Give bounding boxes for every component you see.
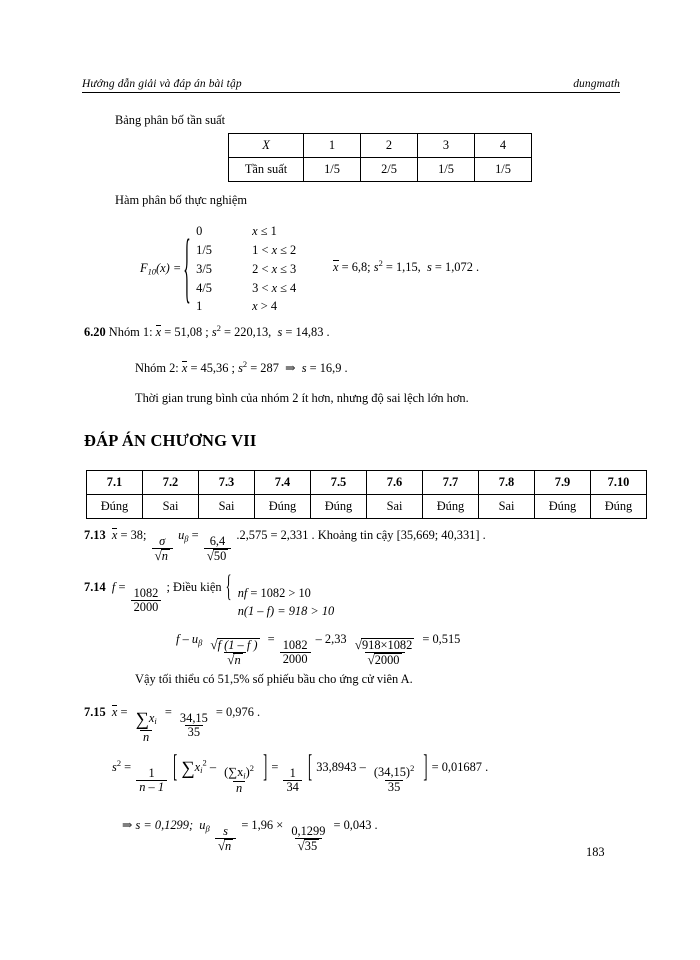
cond-var: x (252, 299, 258, 314)
minus-233: – 2,33 (315, 632, 347, 646)
implies-symbol: ⇒ (122, 818, 133, 832)
xi-symbol: x (148, 710, 155, 725)
sqrt-50-body: 50 (213, 549, 227, 564)
one-over-n-minus-1-fraction (136, 767, 167, 795)
piecewise-row (196, 241, 296, 260)
numerator-sqrt-918x1082: √918×1082 (354, 636, 413, 652)
confidence-interval-value: [35,669; 40,331] . (396, 528, 486, 542)
exercise-7-15-mean (84, 705, 260, 744)
sqrt-n-body: n (161, 549, 168, 564)
frequency-table (228, 133, 532, 182)
s-squared-value: = 1,15, (385, 260, 421, 275)
x-bar-symbol: x (155, 325, 162, 340)
s-squared-symbol: $s^2$ (238, 359, 248, 376)
denominator-n: n (233, 781, 245, 795)
answer-a-7-8: Sai (479, 495, 535, 519)
condition-brace: { (225, 568, 232, 604)
freq-row-label-tansuat: Tần suất (229, 158, 304, 182)
x-bar-symbol: x (111, 705, 118, 719)
answer-q-7-7: 7.7 (423, 471, 479, 495)
answer-q-7-6: 7.6 (367, 471, 423, 495)
condition-row-2: n(1 – f) = 918 > 10 (237, 603, 335, 618)
piecewise-function-F10 (140, 222, 296, 316)
square-exponent: 2 (116, 757, 122, 768)
s-symbol: s (301, 361, 307, 376)
square-exponent: 2 (202, 757, 207, 768)
cond-pre: 2 < (252, 261, 272, 276)
right-bracket: ] (423, 747, 428, 784)
s-squared-symbol: $s^2$ (373, 258, 383, 275)
x-bar-symbol: x (111, 528, 118, 542)
piecewise-value: 1/5 (196, 242, 213, 257)
denominator-sqrt-n: √n (215, 838, 236, 853)
piecewise-row (196, 222, 296, 241)
group1-label: Nhóm 1: (108, 325, 153, 340)
denominator-34: 34 (283, 780, 301, 794)
u-symbol: u (178, 528, 185, 542)
freq-cell-f2: 2/5 (361, 158, 418, 182)
f-numerator: 1082 (133, 585, 159, 600)
exercise-7-14-conclusion: Vậy tối thiểu có 51,5% số phiếu bầu cho ứng cử viên A. (135, 672, 413, 686)
denominator-sqrt-50: √50 (204, 548, 232, 563)
piecewise-rows (196, 222, 296, 316)
freq-cell-x2: 2 (361, 134, 418, 158)
answer-a-7-6: Sai (367, 495, 423, 519)
i-subscript: i (200, 765, 203, 776)
u-symbol: u (199, 818, 206, 832)
open-sum: (∑x (224, 765, 244, 780)
answer-a-7-9: Đúng (535, 495, 591, 519)
sqrt-35-body: 35 (304, 839, 318, 854)
group2-s2-value: = 287 (250, 361, 279, 376)
piecewise-value: 3/5 (196, 261, 213, 276)
equals-sign: = (191, 528, 199, 542)
chapter-heading: ĐÁP ÁN CHƯƠNG VII (84, 431, 257, 450)
exercise-7-13 (84, 528, 486, 563)
numerator-6-4: 6,4 (209, 533, 226, 548)
cond-pre: 1 < (252, 242, 272, 257)
sqrt-f1f-body: f (1 – f ) (217, 637, 258, 652)
answer-q-7-5: 7.5 (311, 471, 367, 495)
group2-s-value: = 16,9 . (309, 361, 348, 376)
group2-label: Nhóm 2: (135, 361, 179, 376)
xbar-equals-38: = 38; (120, 528, 147, 542)
exercise-number-6-20: 6.20 (84, 325, 106, 340)
s-symbol: s (277, 325, 283, 340)
sqrt-f1f-over-sqrt-n (207, 638, 262, 668)
equals-sign: = (124, 759, 132, 774)
answer-q-7-10: 7.10 (591, 471, 647, 495)
beta-subscript: β (198, 637, 203, 648)
condition-1-rest: = 1082 > 10 (247, 585, 311, 600)
numerator-34-15: 34,15 (179, 710, 208, 725)
left-bracket: [ (173, 747, 178, 784)
answer-a-7-4: Đúng (255, 495, 311, 519)
final-result: = 0,043 . (333, 818, 378, 832)
sum-xi-over-n-fraction (133, 710, 160, 744)
exercise-7-15-final (122, 818, 378, 853)
answer-q-7-9: 7.9 (535, 471, 591, 495)
equals-sign: = (271, 759, 279, 774)
numerator-1082: 1082 (282, 637, 308, 652)
cond-var: x (271, 261, 278, 276)
beta-subscript: β (205, 823, 210, 834)
header-title-right: dungmath (573, 78, 620, 90)
3415-over-35-fraction (177, 712, 211, 740)
x-bar-symbol: x (181, 361, 188, 376)
s-over-sqrt-n-fraction (215, 825, 236, 854)
u-beta-symbol (199, 818, 209, 832)
exercise-7-14-line1 (84, 568, 335, 621)
sqrt-product-over-sqrt-2000 (352, 638, 418, 668)
condition-row-1 (238, 585, 335, 603)
variance-result: = 0,01687 . (431, 759, 489, 774)
u-beta-symbol (178, 528, 188, 542)
group1-s2-value: = 220,13, (224, 325, 272, 340)
s-value: = 1,072 . (434, 260, 480, 275)
denominator-n: n (140, 730, 152, 744)
piecewise-condition (252, 279, 296, 298)
freq-cell-f1: 1/5 (304, 158, 361, 182)
1082-over-2000-fraction (280, 639, 311, 667)
right-bracket: ] (263, 747, 268, 784)
exercise-number-7-13: 7.13 (84, 528, 106, 542)
answer-q-7-3: 7.3 (199, 471, 255, 495)
multiply-2575-result: .2,575 = 2,331 . (236, 528, 315, 542)
sqrt-n-denominator: √n (152, 548, 173, 563)
cond-rest: ≤ 1 (257, 224, 277, 238)
f-fraction (131, 587, 162, 615)
xi-symbol: x (194, 759, 201, 774)
freq-table-caption: Bảng phân bố tần suất (115, 113, 226, 127)
64-over-sqrt-50-fraction (204, 535, 232, 564)
piecewise-condition (252, 222, 277, 241)
numerator-34-15-squared (371, 764, 417, 780)
exercise-number-7-15: 7.15 (84, 705, 106, 719)
page-number: 183 (586, 845, 605, 859)
x-bar-value: = 6,8; (341, 260, 371, 275)
piecewise-value: 4/5 (196, 280, 213, 295)
f-symbol: f (176, 632, 180, 646)
square-exponent: 2 (410, 763, 415, 774)
cond-var: x (271, 280, 278, 295)
exercise-6-20-conclusion: Thời gian trung bình của nhóm 2 ít hơn, nhưng độ sai lệch lớn hơn. (135, 391, 469, 405)
s-value: s = 0,1299; (135, 818, 194, 832)
group1-s-value: = 14,83 . (285, 325, 330, 340)
nf-symbol: nf (237, 585, 248, 600)
answer-a-7-10: Đúng (591, 495, 647, 519)
s-symbol: s (426, 260, 432, 275)
denominator-2000: 2000 (280, 652, 311, 666)
denominator-sqrt-35: √35 (295, 838, 323, 853)
piecewise-value: 0 (196, 224, 203, 238)
freq-cell-x1: 1 (304, 134, 361, 158)
answer-key-table (86, 470, 647, 519)
freq-cell-x4: 4 (475, 134, 532, 158)
answer-q-7-4: 7.4 (255, 471, 311, 495)
minus-sign: – (359, 759, 366, 774)
group1-xbar-value: = 51,08 ; (164, 325, 209, 340)
numerator-sum-xi (133, 710, 160, 730)
square-exponent: 2 (249, 763, 254, 774)
numerator-sqrt-f1f: √f (1 – f ) (210, 636, 258, 652)
numerator-s: s (223, 823, 228, 838)
sum-squared-over-n-fraction (221, 764, 257, 795)
empirical-stats-line (333, 258, 479, 275)
running-header (82, 78, 620, 93)
cond-rest: ≤ 2 (277, 242, 297, 257)
i-subscript: i (243, 770, 246, 781)
beta-subscript: β (184, 533, 189, 544)
answer-q-7-8: 7.8 (479, 471, 535, 495)
piecewise-row (196, 297, 296, 316)
piecewise-label (140, 261, 182, 276)
f-symbol: f (111, 580, 116, 594)
empirical-function-caption: Hàm phân bố thực nghiệm (115, 193, 247, 207)
answer-a-7-2: Sai (143, 495, 199, 519)
denominator-sqrt-n: √n (224, 652, 245, 667)
sigma-symbol: σ (159, 533, 166, 548)
f-denominator: 2000 (131, 600, 162, 614)
piecewise-condition (252, 297, 277, 316)
sqrt-n-body: n (234, 653, 241, 668)
exercise-number-7-14: 7.14 (84, 580, 106, 594)
numerator-sum-squared (221, 764, 257, 781)
denominator-35: 35 (185, 725, 203, 739)
group2-xbar-value: = 45,36 ; (190, 361, 235, 376)
cond-var: x (252, 224, 258, 238)
answer-a-7-1: Đúng (87, 495, 143, 519)
piecewise-value: 1 (196, 299, 203, 314)
table-row (229, 134, 532, 158)
exercise-6-20-line2 (135, 359, 348, 377)
exercise-7-15-variance (112, 747, 489, 796)
mean-result: = 0,976 . (215, 705, 261, 719)
minus-u-beta (183, 632, 203, 646)
value-33-8943: 33,8943 (316, 759, 357, 774)
cond-var: x (271, 242, 278, 257)
equals-sign: = (164, 705, 172, 719)
piecewise-brace: { (183, 223, 191, 312)
answer-a-7-5: Đúng (311, 495, 367, 519)
condition-label: ; Điều kiện (166, 580, 222, 594)
denominator-35: 35 (385, 780, 403, 794)
01299-over-sqrt-35-fraction (288, 825, 328, 854)
piecewise-row (196, 279, 296, 298)
numerator-1: 1 (148, 765, 155, 780)
one-over-34-fraction (283, 767, 301, 795)
freq-cell-f4: 1/5 (475, 158, 532, 182)
answer-q-7-1: 7.1 (87, 471, 143, 495)
equals-sign: = (267, 632, 275, 646)
cond-pre: 3 < (252, 280, 272, 295)
exercise-6-20-line1 (84, 323, 330, 341)
implies-symbol: ⇒ (285, 361, 296, 376)
answer-q-7-2: 7.2 (143, 471, 199, 495)
table-row (87, 495, 647, 519)
3415-squared-over-35-fraction (371, 764, 417, 794)
piecewise-condition (252, 260, 296, 279)
i-subscript: i (154, 716, 157, 727)
table-row (229, 158, 532, 182)
condition-rows (238, 585, 335, 621)
cond-rest: > 4 (257, 299, 278, 314)
s-squared-symbol: $s^2$ (211, 323, 221, 340)
cond-rest: ≤ 3 (277, 261, 297, 276)
piecewise-F: F (140, 261, 148, 276)
value-34-15-paren: (34,15) (373, 765, 411, 780)
summation-symbol: ∑ (181, 758, 195, 779)
s-symbol: s (112, 759, 117, 774)
piecewise-row (196, 260, 296, 279)
sqrt-918x1082-body: 918×1082 (361, 637, 413, 652)
minus-sign: – (209, 759, 217, 774)
equals-sign: = (118, 580, 126, 594)
x-bar-symbol: x (333, 260, 339, 275)
equals-sign: = (120, 705, 128, 719)
freq-row-label-x: X (229, 134, 304, 158)
minus-u: – u (182, 632, 199, 646)
denominator-sqrt-2000: √2000 (365, 652, 405, 667)
sqrt-n-body: n (225, 839, 232, 854)
numerator-1: 1 (289, 765, 296, 780)
denominator-n-minus-1: n – 1 (136, 780, 167, 794)
sigma-over-sqrt-n-fraction (152, 535, 173, 564)
equals-196-times: = 1,96 × (241, 818, 284, 832)
piecewise-condition (252, 241, 296, 260)
confidence-interval-label: Khoảng tin cậy (317, 528, 394, 542)
exercise-7-14-formula (176, 632, 460, 667)
freq-cell-f3: 1/5 (418, 158, 475, 182)
close-paren: ) (245, 765, 250, 780)
sqrt-2000-body: 2000 (374, 653, 400, 668)
freq-cell-x3: 3 (418, 134, 475, 158)
piecewise-arg: (x) = (156, 261, 182, 276)
summation-symbol: ∑ (135, 708, 149, 730)
cond-rest: ≤ 4 (277, 280, 297, 295)
left-bracket: [ (307, 747, 313, 784)
answer-a-7-3: Sai (199, 495, 255, 519)
answer-a-7-7: Đúng (423, 495, 479, 519)
piecewise-subscript: 10 (147, 266, 156, 277)
header-title-left: Hướng dẫn giải và đáp án bài tập (82, 78, 242, 90)
formula-result: = 0,515 (422, 632, 461, 646)
numerator-0-1299: 0,1299 (291, 823, 326, 838)
s-squared-symbol (112, 757, 122, 774)
table-row (87, 471, 647, 495)
